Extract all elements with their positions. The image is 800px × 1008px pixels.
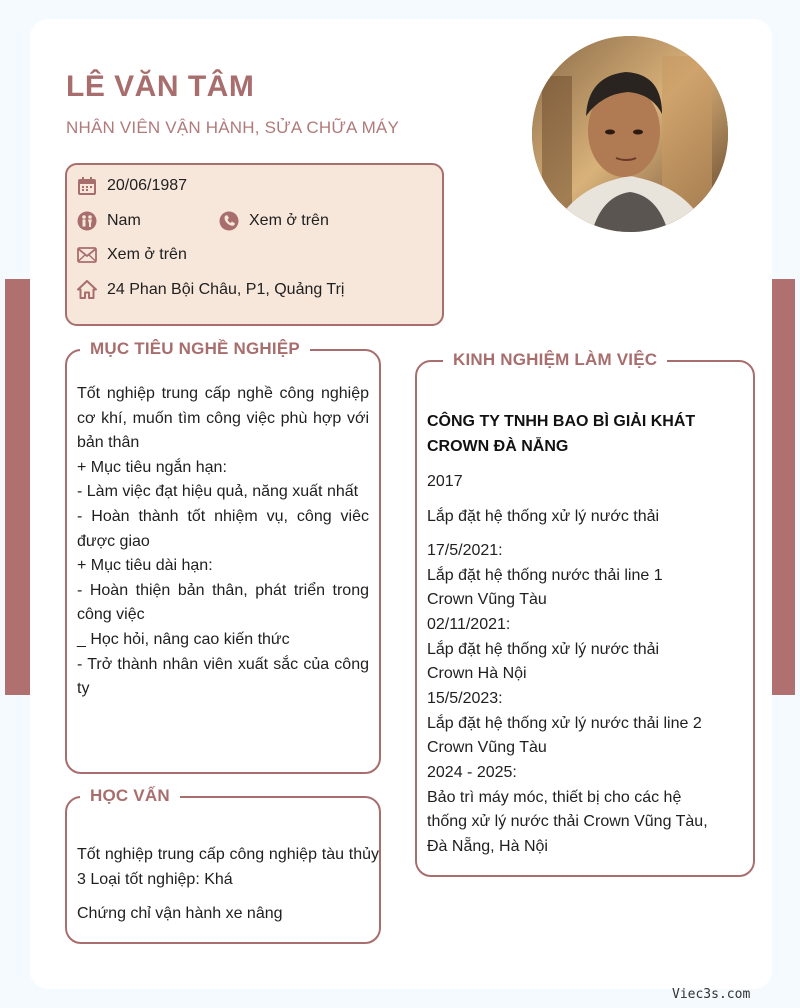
info-email [77, 245, 187, 265]
experience-entry: 15/5/2023: [427, 690, 503, 707]
objective-line: + Mục tiêu dài hạn: [77, 557, 213, 575]
info-gender [77, 211, 141, 231]
objective-line: - Trở thành nhân viên xuất sắc của công ty [77, 655, 369, 698]
education-title: HỌC VẤN [80, 786, 180, 808]
objective-title: MỤC TIÊU NGHỀ NGHIỆP [80, 339, 310, 361]
gender-value: Nam [107, 212, 141, 229]
site-watermark: Viec3s.com [672, 987, 751, 1002]
info-phone [219, 211, 329, 231]
address-value: 24 Phan Bội Châu, P1, Quảng Trị [107, 281, 345, 298]
info-birthdate [77, 176, 187, 196]
experience-entry: Lắp đặt hệ thống xử lý nước thải line 2 [427, 715, 702, 732]
experience-task: Lắp đặt hệ thống xử lý nước thải [427, 508, 660, 525]
experience-entry: Đà Nẵng, Hà Nội [427, 838, 548, 855]
experience-year: 2017 [427, 473, 463, 490]
experience-title: KINH NGHIỆM LÀM VIỆC [443, 350, 667, 372]
experience-entry: 17/5/2021: [427, 542, 503, 559]
experience-entry: Bảo trì máy móc, thiết bị cho các hệ [427, 789, 682, 806]
objective-line: - Làm việc đạt hiệu quả, năng xuất nhất [77, 483, 359, 501]
objective-line: - Hoàn thành tốt nhiệm vụ, công viêc được giao [77, 507, 369, 550]
objective-line: - Hoàn thiện bản thân, phát triển trong công việc [77, 581, 369, 624]
avatar [532, 36, 728, 232]
education-line-1: Tốt nghiệp trung cấp công nghiệp tàu thủy 3 Loại tốt nghiệp: Khá [77, 846, 379, 888]
experience-entry: Crown Vũng Tàu [427, 591, 547, 608]
experience-entry: Crown Hà Nội [427, 665, 527, 682]
objective-line: Tốt nghiệp trung cấp nghề công nghiệp cơ khí, muốn tìm công việc phù hợp với bản thân [77, 385, 369, 452]
home-icon [77, 280, 97, 300]
calendar-icon [77, 176, 97, 196]
objective-body [77, 382, 369, 702]
phone-icon [219, 211, 239, 231]
experience-company: CÔNG TY TNHH BAO BÌ GIẢI KHÁT CROWN ĐÀ NẴNG [427, 413, 696, 455]
candidate-role: NHÂN VIÊN VẬN HÀNH, SỬA CHỮA MÁY [66, 118, 400, 137]
experience-entry: thống xử lý nước thải Crown Vũng Tàu, [427, 813, 708, 830]
education-line-2: Chứng chỉ vận hành xe nâng [77, 905, 283, 922]
email-icon [77, 245, 97, 265]
email-value: Xem ở trên [107, 246, 187, 263]
gender-icon [77, 211, 97, 231]
experience-entry: 2024 - 2025: [427, 764, 517, 781]
experience-entry: Crown Vũng Tàu [427, 739, 547, 756]
candidate-name: LÊ VĂN TÂM [66, 70, 255, 103]
objective-line: _ Học hỏi, nâng cao kiến thức [77, 630, 290, 648]
experience-entry: Lắp đặt hệ thống nước thải line 1 [427, 567, 663, 584]
info-address [77, 280, 344, 300]
avatar-photo [532, 36, 728, 232]
phone-value: Xem ở trên [249, 212, 329, 229]
objective-line: + Mục tiêu ngắn hạn: [77, 458, 227, 476]
birthdate-value: 20/06/1987 [107, 177, 188, 194]
experience-entry: Lắp đặt hệ thống xử lý nước thải [427, 641, 660, 658]
left-accent-band [5, 279, 30, 695]
experience-entry: 02/11/2021: [427, 616, 511, 633]
right-accent-band [772, 279, 795, 695]
